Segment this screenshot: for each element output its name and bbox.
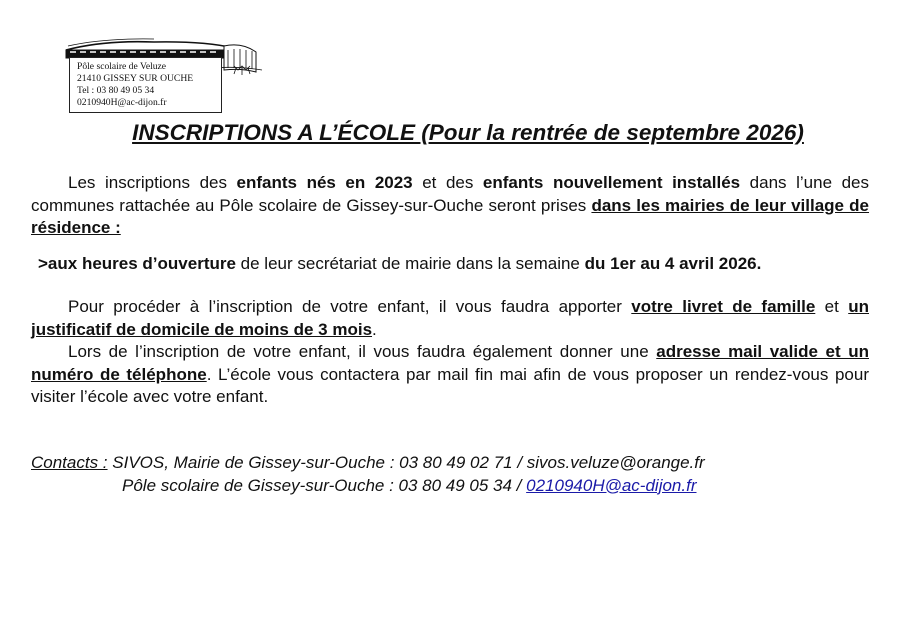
- text-span: Les inscriptions des: [68, 173, 237, 192]
- text-span: Pour procéder à l’inscription de votre enfant, il vous faudra apporter: [68, 297, 632, 316]
- paragraph-registration-intro: [31, 172, 869, 240]
- text-span: .: [372, 319, 377, 339]
- page-title: INSCRIPTIONS A L’ÉCOLE (Pour la rentrée de septembre 2026): [132, 120, 804, 145]
- contacts-line-school: [31, 475, 705, 498]
- bold-newly-settled-children: enfants nouvellement installés: [482, 173, 741, 192]
- paragraph-required-documents: [31, 296, 869, 341]
- text-span: et des: [412, 173, 483, 192]
- bold-opening-hours: >aux heures d’ouverture: [38, 254, 236, 273]
- text-span: de leur secrétariat de mairie dans la semaine: [235, 254, 585, 273]
- letterhead-school-name: Pôle scolaire de Veluze: [77, 61, 167, 72]
- letterhead-email: 0210940H@ac-dijon.fr: [77, 97, 167, 108]
- contacts-sivos-text: SIVOS, Mairie de Gissey-sur-Ouche : 03 80 49 02 71 / sivos.veluze@orange.fr: [107, 453, 705, 472]
- text-span: . L’école vous contactera par mail fin mai afin de vous proposer un rendez-vous pour visiter l’école avec votre enfant.: [31, 364, 869, 406]
- bold-underlined-proof-of-address: un justificatif de domicile de moins de 3 mois: [31, 297, 869, 339]
- letterhead-phone: Tel : 03 80 49 05 34: [77, 85, 155, 96]
- text-span: et: [815, 297, 849, 316]
- text-span: Lors de l’inscription de votre enfant, il vous faudra également donner une: [68, 342, 657, 361]
- contacts-school-text: Pôle scolaire de Gissey-sur-Ouche : 03 80 49 05 34 /: [122, 475, 527, 495]
- bold-underlined-town-halls: dans les mairies de leur village de résidence :: [31, 195, 870, 237]
- bold-registration-dates: du 1er au 4 avril 2026.: [584, 254, 762, 273]
- letterhead-address-box: [69, 57, 222, 113]
- bold-underlined-family-book: votre livret de famille: [631, 297, 816, 316]
- contacts-line-sivos: [31, 452, 705, 475]
- paragraph-opening-hours: [38, 253, 878, 276]
- bold-underlined-email-phone: adresse mail valide et un numéro de téléphone: [31, 342, 869, 384]
- school-email-link[interactable]: 0210940H@ac-dijon.fr: [526, 475, 697, 495]
- contacts-block: [31, 452, 705, 497]
- bold-children-born-2023: enfants nés en 2023: [236, 173, 413, 192]
- letterhead-postal-address: 21410 GISSEY SUR OUCHE: [77, 73, 194, 84]
- contacts-label: Contacts :: [31, 453, 108, 472]
- text-span: dans l’une des communes rattachée au Pôle scolaire de Gissey-sur-Ouche seront prises: [31, 173, 869, 215]
- paragraph-contact-details: [31, 341, 869, 409]
